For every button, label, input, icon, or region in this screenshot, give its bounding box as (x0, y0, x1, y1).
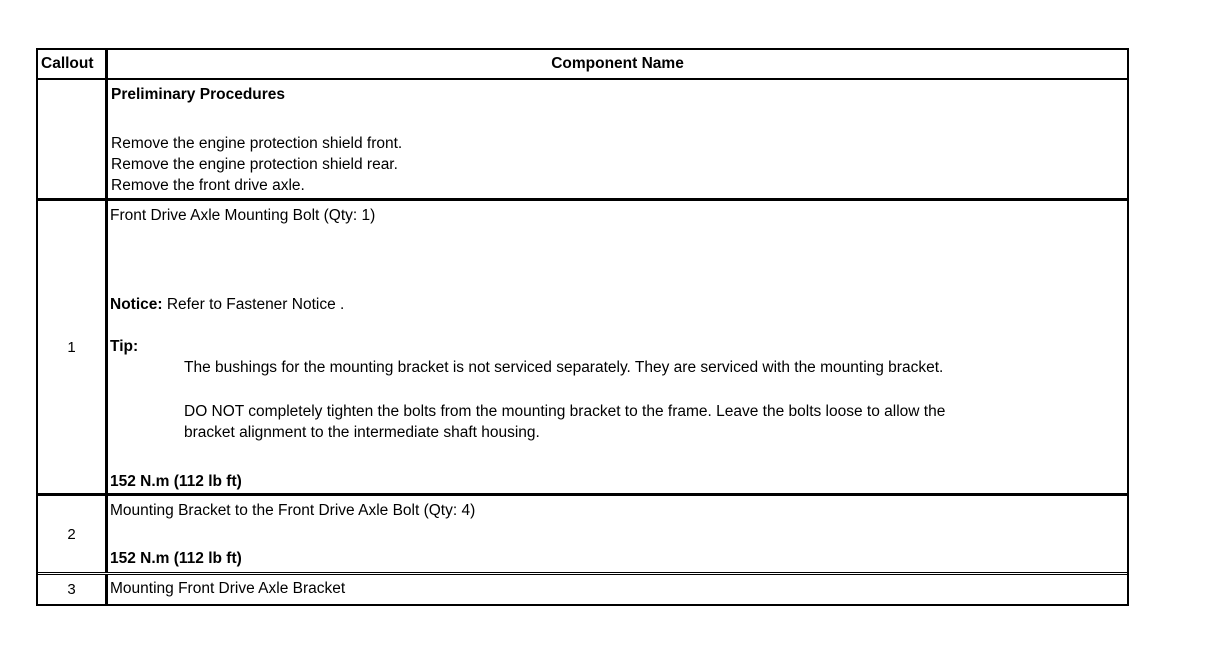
tip-text: bracket alignment to the intermediate shaft housing. (184, 424, 540, 441)
notice-line (110, 296, 344, 314)
notice-label: Notice: (110, 296, 163, 313)
table-row (38, 201, 1127, 496)
column-divider (105, 496, 108, 572)
component-name: Mounting Front Drive Axle Bracket (110, 580, 346, 597)
component-table (36, 48, 1129, 606)
column-divider (105, 80, 108, 198)
torque-spec: 152 N.m (112 lb ft) (110, 550, 242, 567)
column-divider (105, 575, 108, 604)
preliminary-procedures-cell (111, 80, 1121, 198)
component-cell (110, 575, 1121, 604)
callout-cell-empty (38, 80, 105, 198)
table-header-row (38, 50, 1127, 80)
callout-number: 1 (67, 338, 76, 356)
tip-text: The bushings for the mounting bracket is not serviced separately. They are serviced with the mounting bracket. (184, 359, 944, 376)
torque-spec: 152 N.m (112 lb ft) (110, 473, 242, 490)
preliminary-step: Remove the front drive axle. (111, 177, 305, 194)
component-cell (110, 201, 1121, 493)
tip-label: Tip: (110, 338, 139, 355)
callout-column-header: Callout (41, 55, 94, 72)
component-name: Front Drive Axle Mounting Bolt (Qty: 1) (110, 207, 376, 224)
table-row (38, 575, 1127, 604)
column-divider (105, 201, 108, 493)
preliminary-procedures-title: Preliminary Procedures (111, 86, 286, 103)
component-name-column-header: Component Name (551, 55, 684, 72)
callout-number: 2 (67, 525, 76, 543)
tip-text: DO NOT completely tighten the bolts from the mounting bracket to the frame. Leave the bolts loose to allow the (184, 403, 946, 420)
preliminary-procedures-row (38, 80, 1127, 201)
preliminary-step: Remove the engine protection shield front. (111, 135, 403, 152)
component-cell (110, 496, 1121, 572)
notice-text: Refer to Fastener Notice . (166, 296, 345, 313)
component-name: Mounting Bracket to the Front Drive Axle Bolt (Qty: 4) (110, 502, 476, 519)
preliminary-step: Remove the engine protection shield rear. (111, 156, 398, 173)
table-row (38, 496, 1127, 575)
callout-number: 3 (67, 581, 76, 598)
